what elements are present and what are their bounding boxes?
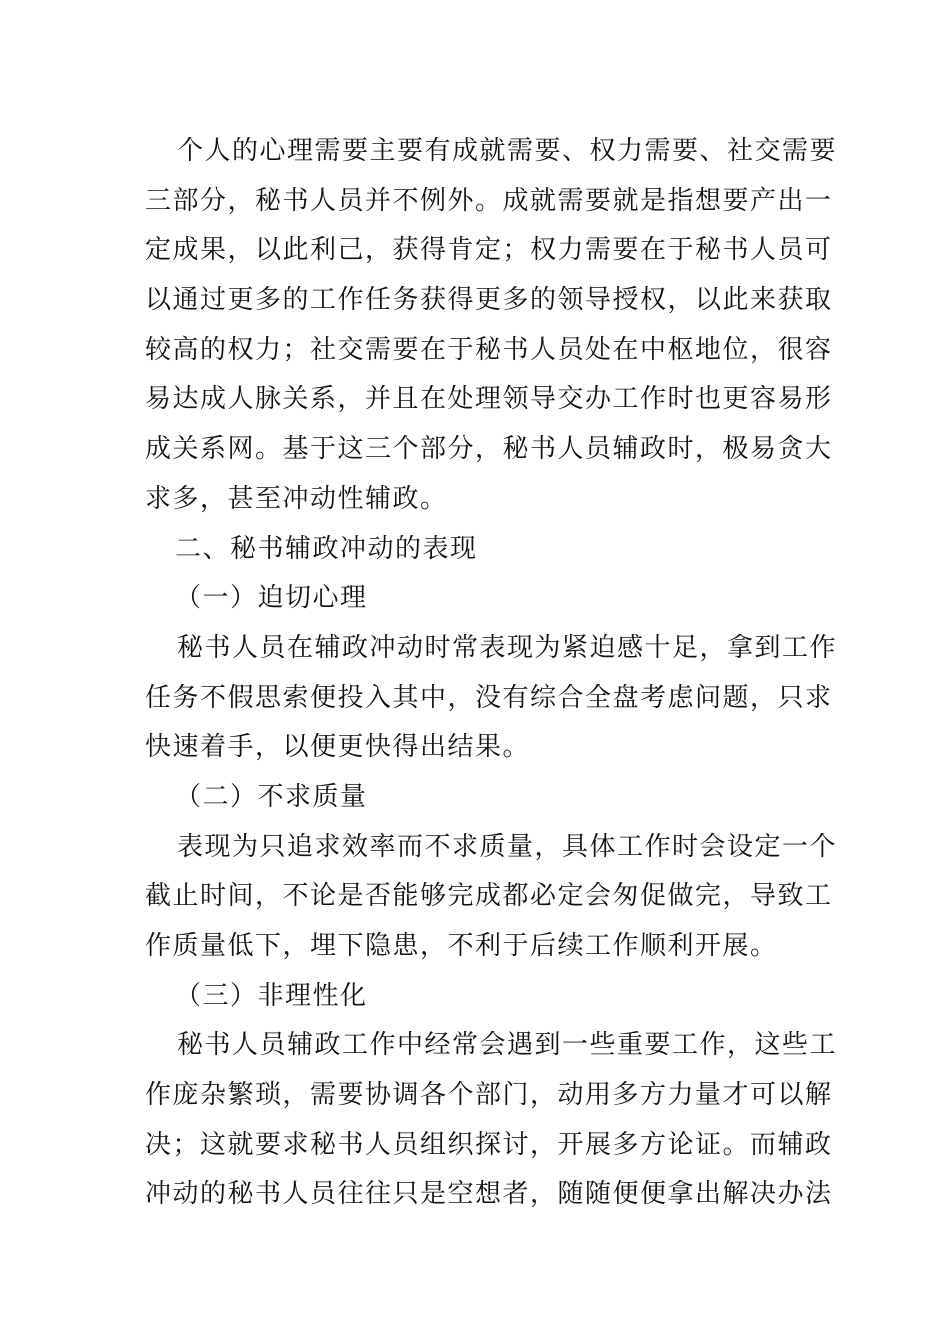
paragraph-line: 定成果，以此利己，获得肯定；权力需要在于秘书人员可 [145, 235, 833, 266]
section-heading: 二、秘书辅政冲动的表现 [175, 533, 478, 564]
paragraph-line: 作庞杂繁琐，需要协调各个部门，动用多方力量才可以解 [145, 1080, 833, 1111]
paragraph-line: 较高的权力；社交需要在于秘书人员处在中枢地位，很容 [145, 334, 833, 365]
paragraph-line: 以通过更多的工作任务获得更多的领导授权，以此来获取 [145, 285, 833, 316]
paragraph-line: 成关系网。基于这三个部分，秘书人员辅政时，极易贪大 [145, 434, 833, 465]
paragraph-line: 秘书人员在辅政冲动时常表现为紧迫感十足，拿到工作 [177, 632, 838, 663]
paragraph-line: 快速着手，以便更快得出结果。 [145, 732, 531, 763]
document-page [145, 127, 838, 1220]
subsection-heading: （三）非理性化 [175, 980, 368, 1011]
paragraph-line: 截止时间，不论是否能够完成都必定会匆促做完，导致工 [145, 881, 833, 912]
paragraph-line: 表现为只追求效率而不求质量，具体工作时会设定一个 [177, 831, 838, 862]
paragraph-line: 秘书人员辅政工作中经常会遇到一些重要工作，这些工 [177, 1030, 838, 1061]
subsection-heading: （一）迫切心理 [175, 583, 368, 614]
paragraph-line: 求多，甚至冲动性辅政。 [145, 483, 448, 514]
paragraph-line: 三部分，秘书人员并不例外。成就需要就是指想要产出一 [145, 185, 833, 216]
paragraph-line: 易达成人脉关系，并且在处理领导交办工作时也更容易形 [145, 384, 833, 415]
paragraph-line: 任务不假思索便投入其中，没有综合全盘考虑问题，只求 [145, 682, 833, 713]
paragraph-line: 作质量低下，埋下隐患，不利于后续工作顺利开展。 [145, 931, 778, 961]
paragraph-line: 个人的心理需要主要有成就需要、权力需要、社交需要 [177, 136, 838, 166]
subsection-heading: （二）不求质量 [175, 781, 368, 812]
paragraph-line: 冲动的秘书人员往往只是空想者，随随便便拿出解决办法 [145, 1179, 833, 1210]
paragraph-line: 决；这就要求秘书人员组织探讨，开展多方论证。而辅政 [145, 1129, 833, 1160]
